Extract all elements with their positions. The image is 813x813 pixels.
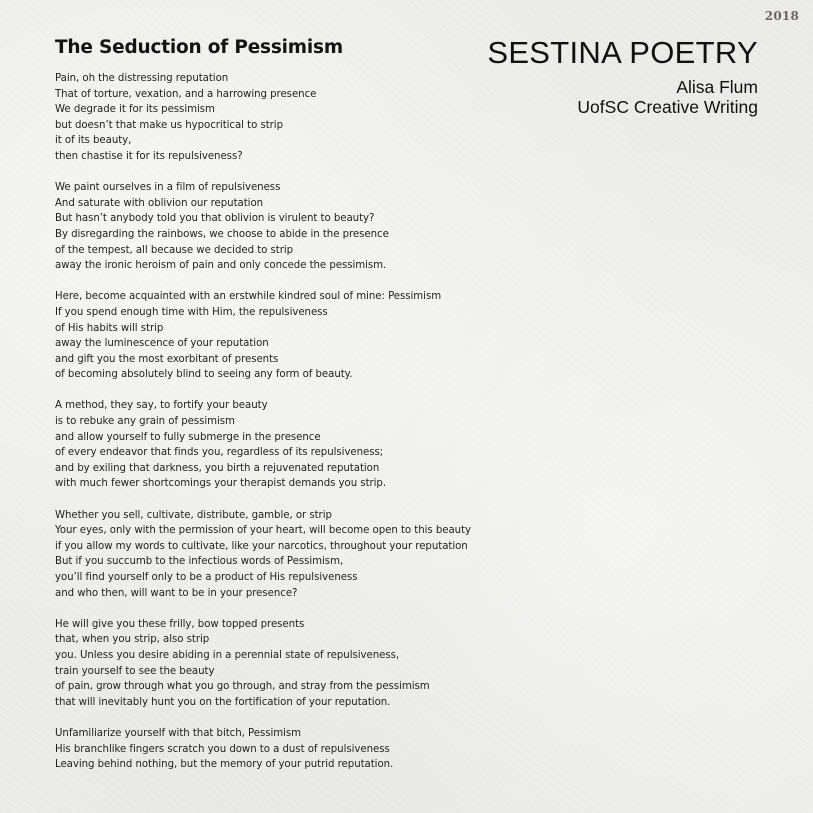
poem-line: Pain, oh the distressing reputation (55, 73, 229, 84)
stanza (55, 398, 525, 492)
poem-line: of the tempest, all because we decided to strip (55, 244, 294, 256)
poem-line: of every endeavor that finds you, regardless of its repulsiveness; (55, 447, 384, 459)
stanza (55, 71, 525, 165)
poem-line: A method, they say, to fortify your beauty (55, 400, 268, 412)
year-label: 2018 (764, 9, 799, 23)
stanza (55, 289, 525, 383)
poem-line: If you spend enough time with Him, the repulsiveness (55, 306, 328, 318)
poem-line: Here, become acquainted with an erstwhile kindred soul of mine: Pessimism (55, 291, 442, 303)
page-title: SESTINA POETRY (487, 35, 758, 70)
poem-line: it of its beauty, (55, 135, 132, 147)
poem-line: We paint ourselves in a film of repulsiveness (55, 182, 281, 194)
poem-line: and gift you the most exorbitant of presents (55, 353, 279, 365)
poem-line: that will inevitably hunt you on the fortification of your reputation. (55, 696, 391, 708)
poem-line: away the ironic heroism of pain and only concede the pessimism. (55, 260, 387, 272)
poem-line: with much fewer shortcomings your therapist demands you strip. (55, 478, 387, 490)
poem-line: is to rebuke any grain of pessimism (55, 416, 235, 428)
stanza (55, 726, 525, 773)
poem-body (55, 71, 525, 788)
poem-line: Whether you sell, cultivate, distribute, gamble, or strip (55, 509, 332, 521)
document-header (487, 36, 758, 117)
poem-line: you’ll find yourself only to be a product of His repulsiveness (55, 572, 358, 583)
poem-line: of becoming absolutely blind to seeing any form of beauty. (55, 369, 353, 381)
poem-line: We degrade it for its pessimism (55, 104, 215, 116)
poem-line: He will give you these frilly, bow topped presents (55, 618, 305, 630)
stanza (55, 617, 525, 711)
poem-line: And saturate with oblivion our reputation (55, 197, 264, 209)
poem-line: and who then, will want to be in your presence? (55, 587, 298, 599)
poem-line: that, when you strip, also strip (55, 634, 210, 646)
stanza (55, 508, 525, 602)
poem-line: of pain, grow through what you go through, and stray from the pessimism (55, 681, 430, 693)
poem-line: Your eyes, only with the permission of your heart, will become open to this beauty (55, 525, 472, 537)
poem-line: That of torture, vexation, and a harrowing presence (55, 88, 317, 100)
poem-line: away the luminescence of your reputation (55, 338, 269, 350)
poem-line: if you allow my words to cultivate, like your narcotics, throughout your reputation (55, 540, 468, 552)
poem-line: But hasn’t anybody told you that oblivion is virulent to beauty? (55, 213, 375, 225)
author-name: Alisa Flum (676, 77, 758, 97)
poem-line: and by exiling that darkness, you birth a rejuvenated reputation (55, 462, 380, 474)
author-affiliation: UofSC Creative Writing (577, 97, 758, 117)
poem-line: train yourself to see the beauty (55, 665, 215, 677)
poem-line: you. Unless you desire abiding in a perennial state of repulsiveness, (55, 649, 400, 661)
poem-line: then chastise it for its repulsiveness? (55, 150, 243, 162)
poem-line: His branchlike fingers scratch you down to a dust of repulsiveness (55, 743, 390, 755)
stanza (55, 180, 525, 274)
poem-line: and allow yourself to fully submerge in the presence (55, 431, 321, 443)
poem-title: The Seduction of Pessimism (55, 37, 343, 58)
poem-line: but doesn’t that make us hypocritical to strip (55, 119, 283, 131)
poem-line: But if you succumb to the infectious words of Pessimism, (55, 556, 344, 568)
poem-line: Leaving behind nothing, but the memory of your putrid reputation. (55, 759, 394, 771)
poem-line: By disregarding the rainbows, we choose to abide in the presence (55, 228, 389, 240)
poem-line: Unfamiliarize yourself with that bitch, Pessimism (55, 727, 302, 739)
poem-line: of His habits will strip (55, 322, 164, 334)
